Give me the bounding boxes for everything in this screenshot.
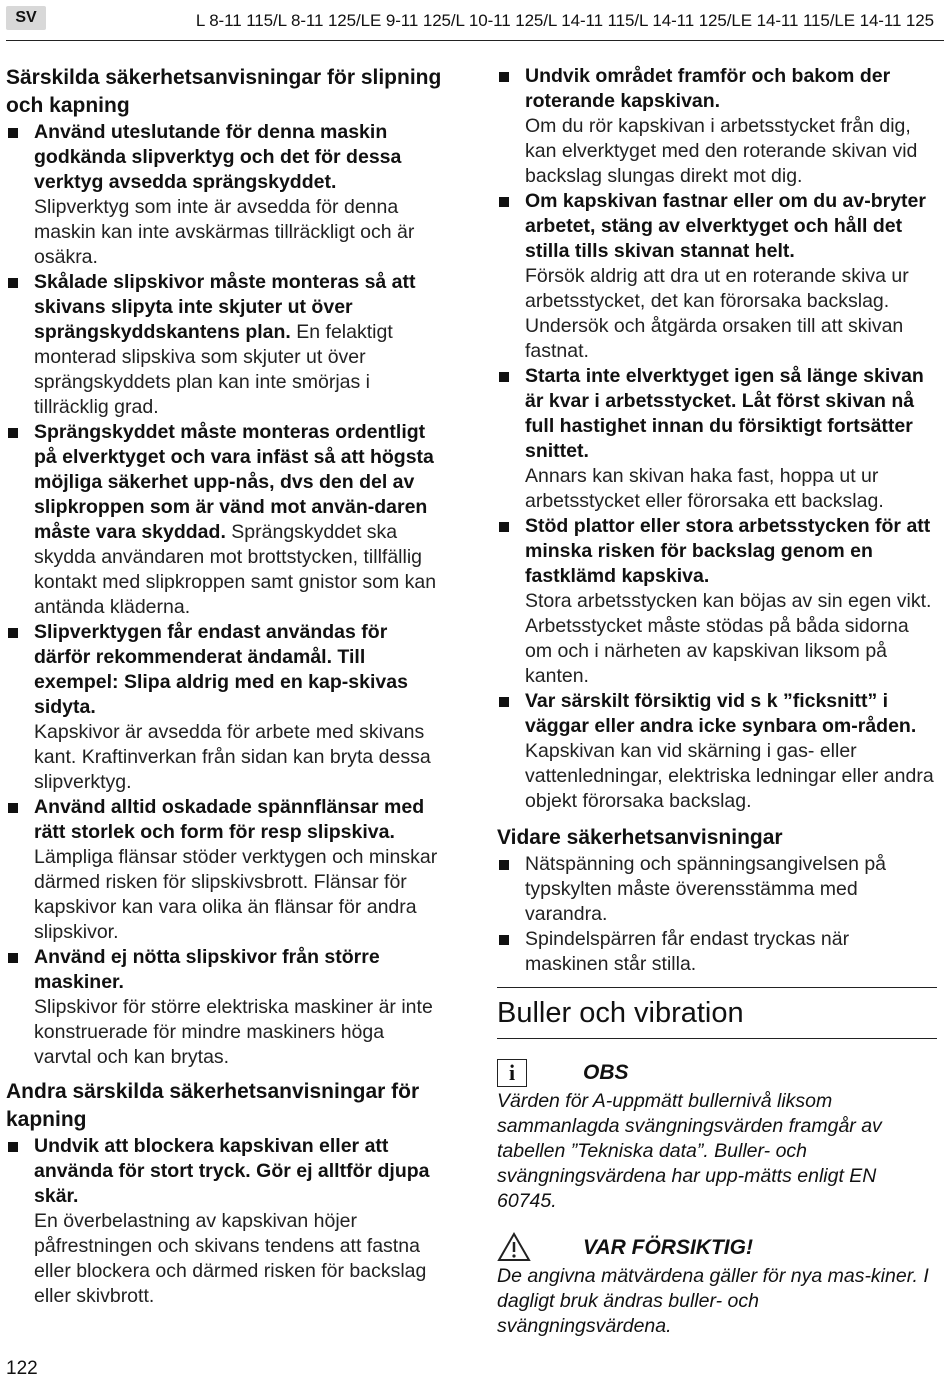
item-bold-text: Starta inte elverktyget igen så länge skivan är kvar i arbetsstycket. Låt först skivan nå full hastighet innan du försiktigt fortsätter snittet. xyxy=(525,365,924,462)
bullet-square-icon xyxy=(499,372,509,382)
item-text: Lämpliga flänsar stöder verktygen och minskar därmed risken för slipskivsbrott. Flänsar för kapskivor kan vara olika än flänsar för andra slipskivor. xyxy=(34,846,438,943)
list-item xyxy=(497,927,937,977)
item-text: Slipverktyg som inte är avsedda för denna maskin kan inte avskärmas tillräckligt och är osäkra. xyxy=(34,196,415,268)
left-column xyxy=(6,64,446,1309)
section-title-further: Vidare säkerhetsanvisningar xyxy=(497,826,783,849)
bullet-square-icon xyxy=(499,860,509,870)
item-bold-text: Använd alltid oskadade spännflänsar med rätt storlek och form för resp slipskiva. xyxy=(34,796,425,843)
item-text: Kapskivor är avsedda för arbete med skivans kant. Kraftinverkan från sidan kan bryta dessa slipverktyg. xyxy=(34,721,431,793)
list-item xyxy=(497,514,937,689)
list-item xyxy=(497,189,937,364)
item-bold-text: Sprängskyddet måste monteras ordentligt på elverktyget och vara infäst så att högsta möjliga säkerhet upp-nås, dvs den del av slipkroppen som är vänd mot använ-daren måste vara skyddad. xyxy=(34,421,434,543)
page-header xyxy=(0,0,950,44)
bullet-square-icon xyxy=(8,1142,18,1152)
bullet-square-icon xyxy=(8,428,18,438)
bullet-square-icon xyxy=(8,278,18,288)
list-item xyxy=(6,945,446,1070)
warning-triangle-icon xyxy=(497,1232,531,1262)
bullet-square-icon xyxy=(499,522,509,532)
bullet-square-icon xyxy=(499,697,509,707)
caution-text: De angivna mätvärdena gäller för nya mas-kiner. I dagligt bruk ändras buller- och svängningsvärdena. xyxy=(497,1265,929,1337)
caution-title: VAR FÖRSIKTIG! xyxy=(583,1236,753,1259)
section-title-noise: Buller och vibration xyxy=(497,997,744,1029)
item-bold-text: Undvik området framför och bakom der roterande kapskivan. xyxy=(525,65,891,112)
bullet-square-icon xyxy=(8,953,18,963)
item-text: Stora arbetsstycken kan böjas av sin egen vikt. Arbetsstycket måste stödas på båda sidorna om och i närheten av kapskivan liksom på kanten. xyxy=(525,590,932,687)
header-divider xyxy=(6,40,944,41)
list-item xyxy=(497,364,937,514)
item-bold-text: Stöd plattor eller stora arbetsstycken för att minska risken för backslag genom en fastklämd kapskiva. xyxy=(525,515,931,587)
section-divider xyxy=(497,1038,937,1039)
list-item xyxy=(497,64,937,189)
item-bold-text: Var särskilt försiktig vid s k ”ficksnitt” i väggar eller andra icke synbara om-råden. xyxy=(525,690,917,737)
language-badge: SV xyxy=(6,6,46,30)
item-bold-text: Om kapskivan fastnar eller om du av-bryter arbetet, stäng av elverktyget och håll det stilla tills skivan stannat helt. xyxy=(525,190,926,262)
list-item xyxy=(6,270,446,420)
item-text: Försök aldrig att dra ut en roterande skiva ur arbetsstycket, det kan förorsaka backslag. Undersök och åtgärda orsaken till att skivan fastnat. xyxy=(525,265,909,362)
note-header xyxy=(497,1057,937,1089)
bullet-square-icon xyxy=(8,628,18,638)
section-title-cutting: Andra särskilda säkerhetsanvisningar för kapning xyxy=(6,1080,420,1131)
item-text: Spindelspärren får endast tryckas när maskinen står stilla. xyxy=(525,928,850,975)
list-item xyxy=(6,620,446,795)
section-title-grinding: Särskilda säkerhetsanvisningar för slipning och kapning xyxy=(6,66,442,117)
page-number: 122 xyxy=(6,1358,38,1379)
bullet-square-icon xyxy=(8,128,18,138)
item-text: Nätspänning och spänningsangivelsen på typskylten måste överensstämma med varandra. xyxy=(525,853,887,925)
list-item xyxy=(6,795,446,945)
list-item xyxy=(6,1134,446,1309)
model-list: L 8-11 115/L 8-11 125/LE 9-11 125/L 10-11 125/L 14-11 115/L 14-11 125/LE 14-11 115/LE 14-11 125 xyxy=(195,11,934,30)
list-item xyxy=(497,852,937,927)
right-column xyxy=(497,64,937,1339)
note-text: Värden för A-uppmätt bullernivå liksom sammanlagda svängningsvärden framgår av tabellen ”Tekniska data”. Buller- och svängningsvärdena har upp-mätts enligt EN 60745. xyxy=(497,1090,882,1212)
note-title: OBS xyxy=(583,1061,629,1084)
item-bold-text: Använd ej nötta slipskivor från större maskiner. xyxy=(34,946,380,993)
item-text: En felaktigt monterad slipskiva som skjuter ut över sprängskyddets plan kan inte smörjas i tillräcklig grad. xyxy=(34,321,393,418)
item-text: En överbelastning av kapskivan höjer påfrestningen och skivans tendens att fastna eller blockera och därmed risken för backslag eller skivbrott. xyxy=(34,1210,427,1307)
item-text: Kapskivan kan vid skärning i gas- eller vattenledningar, elektriska ledningar eller andra objekt förorsaka backslag. xyxy=(525,740,934,812)
caution-header xyxy=(497,1232,937,1264)
item-bold-text: Undvik att blockera kapskivan eller att använda för stort tryck. Gör ej alltför djupa skär. xyxy=(34,1135,430,1207)
item-text: Om du rör kapskivan i arbetsstycket från dig, kan elverktyget med den roterande skivan vid backslag slungas direkt mot dig. xyxy=(525,115,918,187)
section-divider xyxy=(497,987,937,988)
item-bold-text: Slipverktygen får endast användas för därför rekommenderat ändamål. Till exempel: Slipa aldrig med en kap-skivas sidyta. xyxy=(34,621,408,718)
bullet-square-icon xyxy=(499,935,509,945)
bullet-square-icon xyxy=(499,72,509,82)
item-bold-text: Skålade slipskivor måste monteras så att skivans slipyta inte skjuter ut över sprängskyddskantens plan. xyxy=(34,271,416,343)
list-item xyxy=(6,120,446,270)
bullet-square-icon xyxy=(8,803,18,813)
list-item xyxy=(497,689,937,814)
item-text: Sprängskyddet ska skydda användaren mot brottstycken, tillfällig kontakt med slipkroppen samt gnistor som kan antända kläderna. xyxy=(34,521,437,618)
bullet-square-icon xyxy=(499,197,509,207)
item-text: Slipskivor för större elektriska maskiner är inte konstruerade för mindre maskiners höga varvtal och kan brytas. xyxy=(34,996,433,1068)
item-bold-text: Använd uteslutande för denna maskin godkända slipverktyg och det för dessa verktyg avsedda sprängskyddet. xyxy=(34,121,402,193)
info-icon: i xyxy=(497,1059,527,1087)
item-text: Annars kan skivan haka fast, hoppa ut ur arbetsstycket eller förorsaka ett backslag. xyxy=(525,465,884,512)
list-item xyxy=(6,420,446,620)
